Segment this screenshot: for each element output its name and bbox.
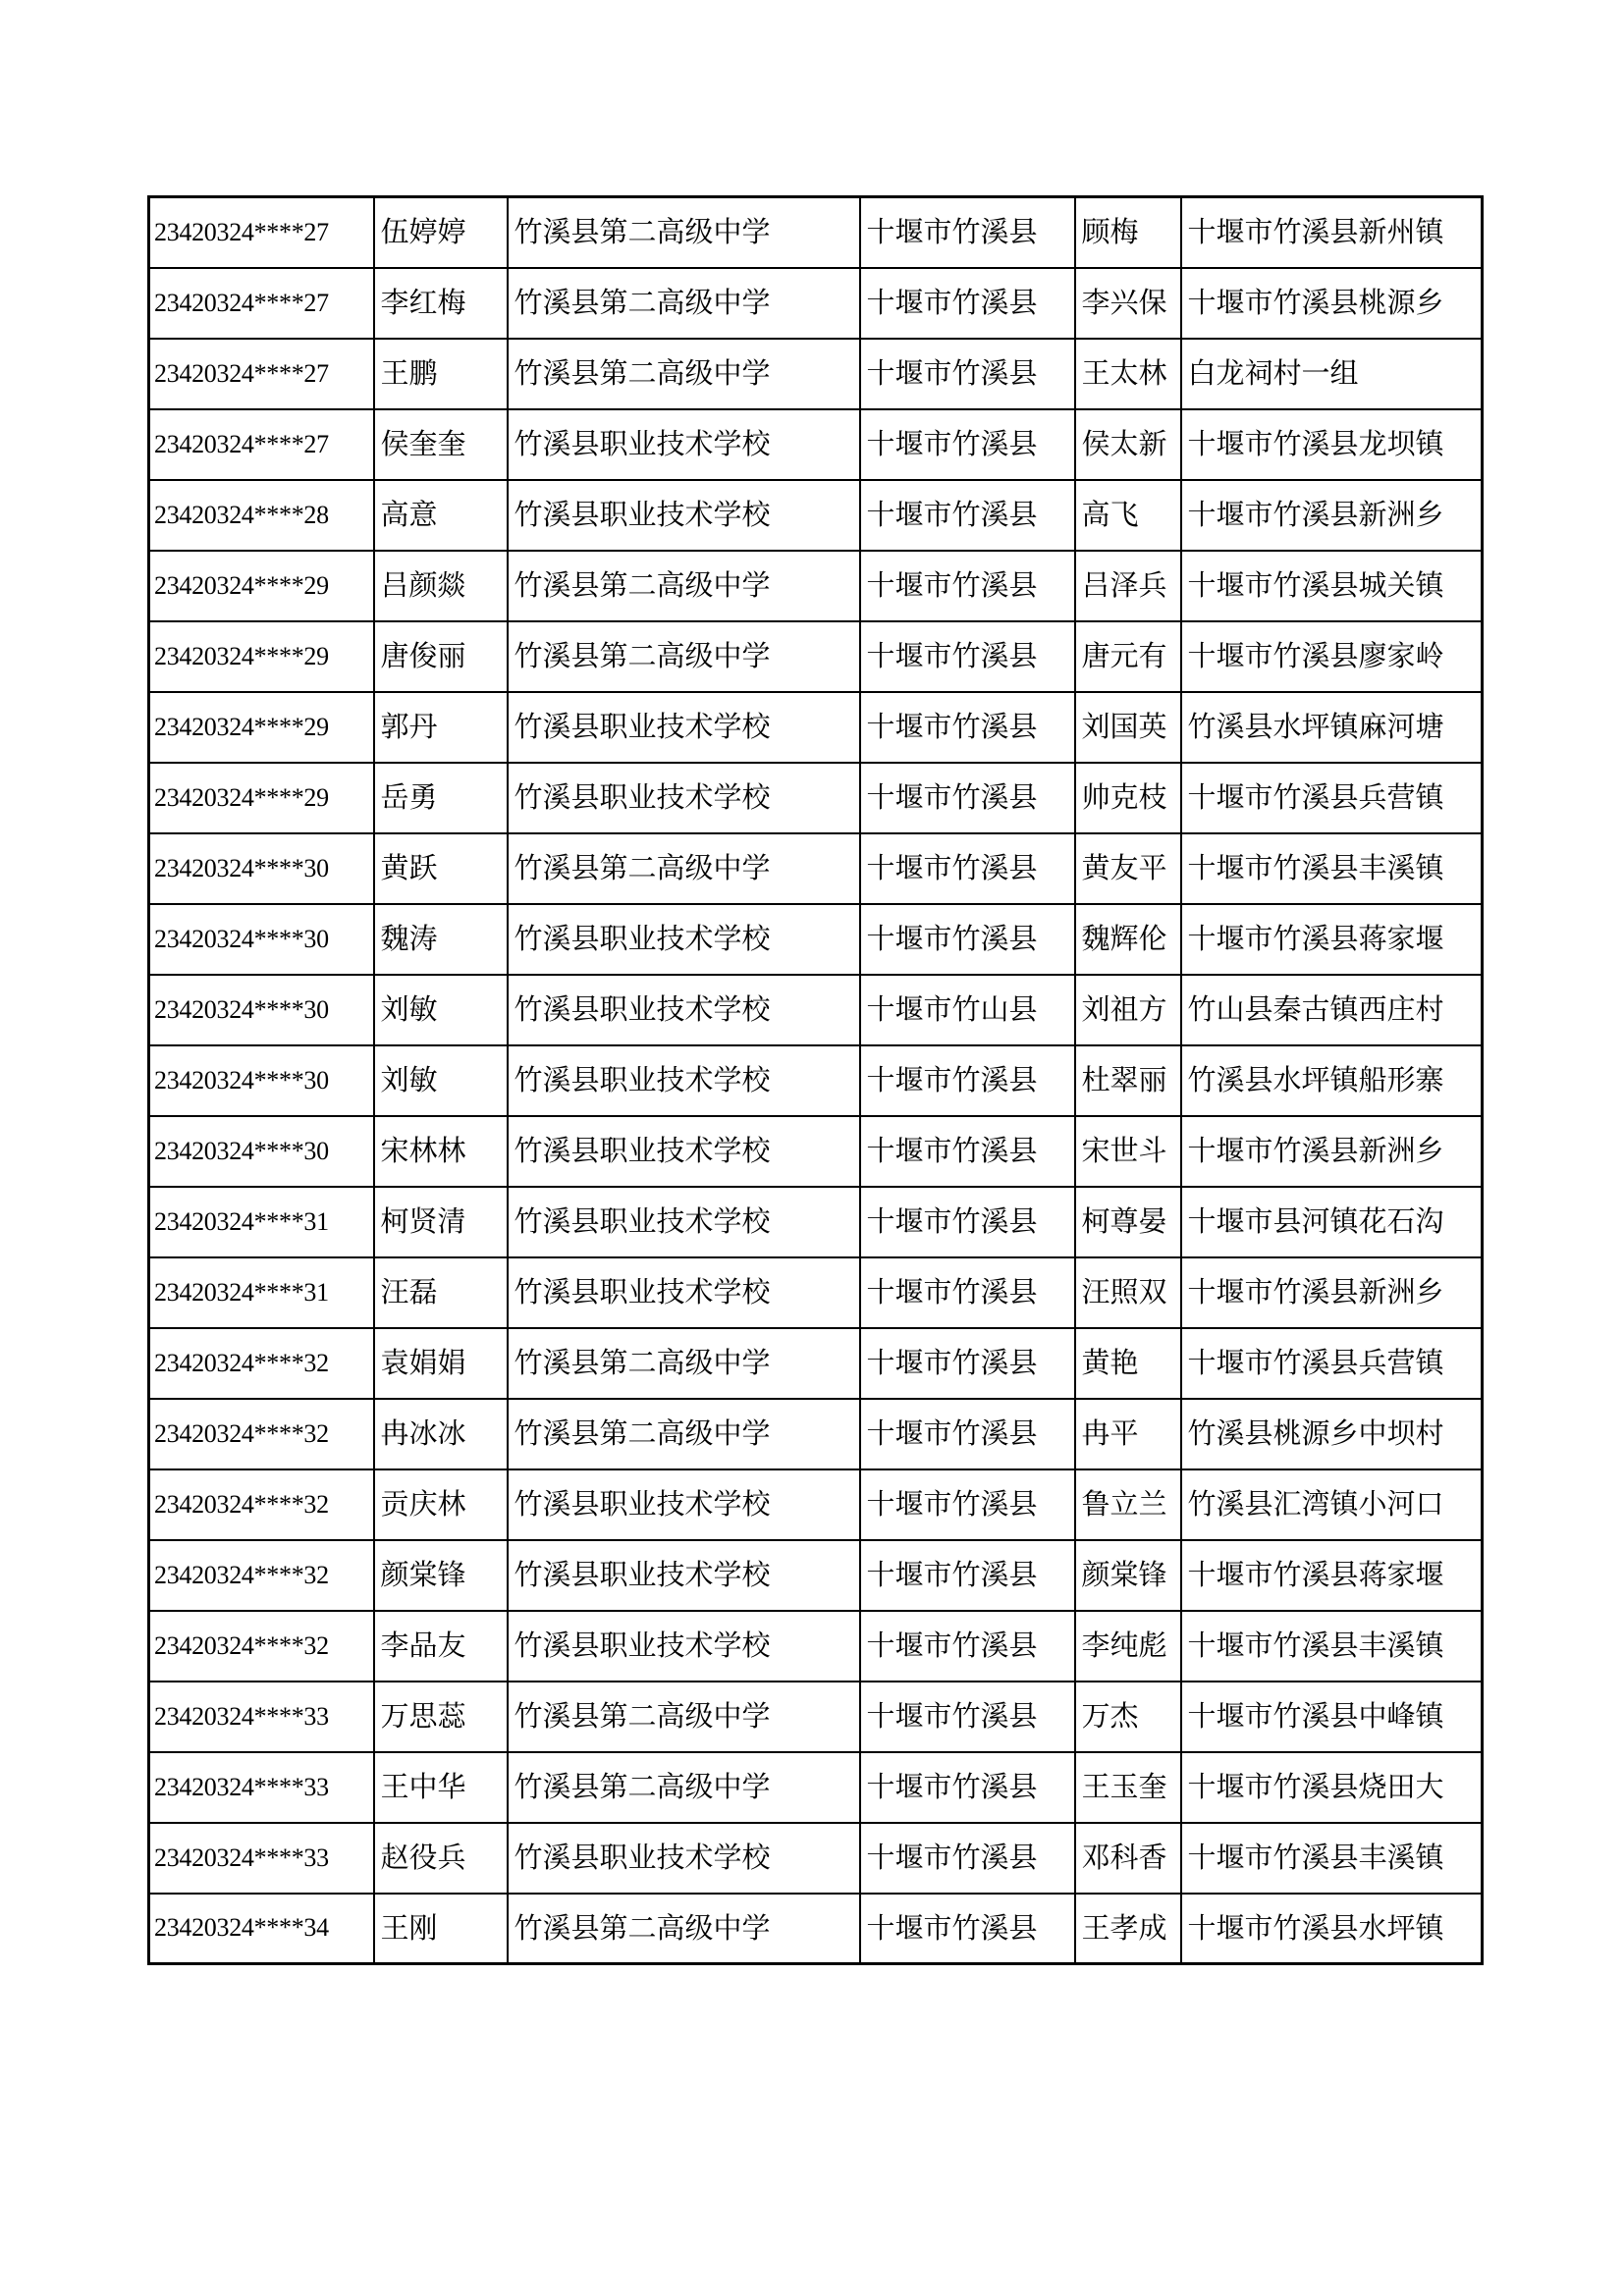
guardian-cell: 刘祖方 <box>1075 975 1181 1045</box>
guardian-cell: 王太林 <box>1075 339 1181 409</box>
address-cell: 十堰市竹溪县新洲乡 <box>1181 480 1483 551</box>
region-cell: 十堰市竹溪县 <box>860 1187 1075 1257</box>
guardian-cell: 杜翠丽 <box>1075 1045 1181 1116</box>
address-cell: 十堰市竹溪县新洲乡 <box>1181 1257 1483 1328</box>
address-cell: 十堰市竹溪县桃源乡 <box>1181 268 1483 339</box>
student-name-cell: 袁娟娟 <box>374 1328 508 1399</box>
address-cell: 十堰市竹溪县水坪镇 <box>1181 1894 1483 1964</box>
address-cell: 竹溪县水坪镇船形寨 <box>1181 1045 1483 1116</box>
address-cell: 竹溪县桃源乡中坝村 <box>1181 1399 1483 1469</box>
address-cell: 十堰市县河镇花石沟 <box>1181 1187 1483 1257</box>
student-name-cell: 魏涛 <box>374 904 508 975</box>
student-name-cell: 岳勇 <box>374 763 508 833</box>
school-cell: 竹溪县职业技术学校 <box>508 480 860 551</box>
school-cell: 竹溪县职业技术学校 <box>508 1116 860 1187</box>
guardian-cell: 黄艳 <box>1075 1328 1181 1399</box>
table-row <box>149 339 1483 409</box>
student-id-cell: 23420324****32 <box>149 1611 374 1682</box>
student-name-cell: 刘敏 <box>374 975 508 1045</box>
guardian-cell: 邓科香 <box>1075 1823 1181 1894</box>
school-cell: 竹溪县第二高级中学 <box>508 551 860 621</box>
school-cell: 竹溪县职业技术学校 <box>508 1540 860 1611</box>
region-cell: 十堰市竹溪县 <box>860 1399 1075 1469</box>
region-cell: 十堰市竹溪县 <box>860 551 1075 621</box>
guardian-cell: 帅克枝 <box>1075 763 1181 833</box>
student-id-cell: 23420324****27 <box>149 409 374 480</box>
table-row <box>149 409 1483 480</box>
address-cell: 十堰市竹溪县廖家岭 <box>1181 621 1483 692</box>
school-cell: 竹溪县第二高级中学 <box>508 1328 860 1399</box>
school-cell: 竹溪县第二高级中学 <box>508 1682 860 1752</box>
guardian-cell: 刘国英 <box>1075 692 1181 763</box>
student-id-cell: 23420324****33 <box>149 1823 374 1894</box>
address-cell: 十堰市竹溪县丰溪镇 <box>1181 1823 1483 1894</box>
school-cell: 竹溪县第二高级中学 <box>508 1752 860 1823</box>
roster-body <box>149 197 1483 1964</box>
table-row <box>149 1328 1483 1399</box>
school-cell: 竹溪县第二高级中学 <box>508 621 860 692</box>
region-cell: 十堰市竹溪县 <box>860 621 1075 692</box>
table-row <box>149 621 1483 692</box>
student-id-cell: 23420324****32 <box>149 1328 374 1399</box>
region-cell: 十堰市竹溪县 <box>860 904 1075 975</box>
school-cell: 竹溪县第二高级中学 <box>508 1399 860 1469</box>
guardian-cell: 柯尊晏 <box>1075 1187 1181 1257</box>
school-cell: 竹溪县职业技术学校 <box>508 1469 860 1540</box>
region-cell: 十堰市竹溪县 <box>860 1823 1075 1894</box>
student-name-cell: 柯贤清 <box>374 1187 508 1257</box>
student-name-cell: 李红梅 <box>374 268 508 339</box>
school-cell: 竹溪县职业技术学校 <box>508 763 860 833</box>
student-id-cell: 23420324****27 <box>149 339 374 409</box>
school-cell: 竹溪县职业技术学校 <box>508 1823 860 1894</box>
address-cell: 十堰市竹溪县城关镇 <box>1181 551 1483 621</box>
address-cell: 十堰市竹溪县新洲乡 <box>1181 1116 1483 1187</box>
student-id-cell: 23420324****29 <box>149 551 374 621</box>
region-cell: 十堰市竹溪县 <box>860 1257 1075 1328</box>
student-name-cell: 高意 <box>374 480 508 551</box>
guardian-cell: 黄友平 <box>1075 833 1181 904</box>
table-row <box>149 904 1483 975</box>
student-name-cell: 李品友 <box>374 1611 508 1682</box>
table-row <box>149 763 1483 833</box>
table-row <box>149 268 1483 339</box>
address-cell: 竹溪县水坪镇麻河塘 <box>1181 692 1483 763</box>
guardian-cell: 王孝成 <box>1075 1894 1181 1964</box>
table-row <box>149 1682 1483 1752</box>
student-id-cell: 23420324****27 <box>149 197 374 268</box>
table-row <box>149 1823 1483 1894</box>
student-id-cell: 23420324****27 <box>149 268 374 339</box>
guardian-cell: 高飞 <box>1075 480 1181 551</box>
student-name-cell: 黄跃 <box>374 833 508 904</box>
region-cell: 十堰市竹溪县 <box>860 1116 1075 1187</box>
address-cell: 竹溪县汇湾镇小河口 <box>1181 1469 1483 1540</box>
guardian-cell: 鲁立兰 <box>1075 1469 1181 1540</box>
address-cell: 十堰市竹溪县蒋家堰 <box>1181 904 1483 975</box>
school-cell: 竹溪县第二高级中学 <box>508 268 860 339</box>
student-id-cell: 23420324****30 <box>149 975 374 1045</box>
table-row <box>149 1116 1483 1187</box>
student-id-cell: 23420324****30 <box>149 833 374 904</box>
table-row <box>149 1540 1483 1611</box>
address-cell: 白龙祠村一组 <box>1181 339 1483 409</box>
region-cell: 十堰市竹溪县 <box>860 833 1075 904</box>
student-id-cell: 23420324****33 <box>149 1752 374 1823</box>
region-cell: 十堰市竹溪县 <box>860 692 1075 763</box>
guardian-cell: 吕泽兵 <box>1075 551 1181 621</box>
student-roster-table <box>147 195 1484 1965</box>
school-cell: 竹溪县职业技术学校 <box>508 975 860 1045</box>
table-row <box>149 1045 1483 1116</box>
table-row <box>149 1469 1483 1540</box>
school-cell: 竹溪县职业技术学校 <box>508 904 860 975</box>
guardian-cell: 唐元有 <box>1075 621 1181 692</box>
school-cell: 竹溪县职业技术学校 <box>508 1187 860 1257</box>
address-cell: 十堰市竹溪县中峰镇 <box>1181 1682 1483 1752</box>
guardian-cell: 颜棠锋 <box>1075 1540 1181 1611</box>
table-row <box>149 1399 1483 1469</box>
student-id-cell: 23420324****32 <box>149 1399 374 1469</box>
student-id-cell: 23420324****29 <box>149 621 374 692</box>
student-name-cell: 万思蕊 <box>374 1682 508 1752</box>
student-name-cell: 王鹏 <box>374 339 508 409</box>
table-row <box>149 1611 1483 1682</box>
address-cell: 十堰市竹溪县新州镇 <box>1181 197 1483 268</box>
region-cell: 十堰市竹溪县 <box>860 1894 1075 1964</box>
table-row <box>149 197 1483 268</box>
student-id-cell: 23420324****31 <box>149 1257 374 1328</box>
student-name-cell: 刘敏 <box>374 1045 508 1116</box>
school-cell: 竹溪县职业技术学校 <box>508 1257 860 1328</box>
guardian-cell: 李兴保 <box>1075 268 1181 339</box>
table-row <box>149 833 1483 904</box>
student-name-cell: 冉冰冰 <box>374 1399 508 1469</box>
region-cell: 十堰市竹溪县 <box>860 1540 1075 1611</box>
student-id-cell: 23420324****33 <box>149 1682 374 1752</box>
address-cell: 十堰市竹溪县兵营镇 <box>1181 1328 1483 1399</box>
student-id-cell: 23420324****34 <box>149 1894 374 1964</box>
student-id-cell: 23420324****32 <box>149 1540 374 1611</box>
student-name-cell: 王中华 <box>374 1752 508 1823</box>
student-name-cell: 唐俊丽 <box>374 621 508 692</box>
region-cell: 十堰市竹溪县 <box>860 480 1075 551</box>
guardian-cell: 冉平 <box>1075 1399 1181 1469</box>
student-id-cell: 23420324****31 <box>149 1187 374 1257</box>
school-cell: 竹溪县职业技术学校 <box>508 409 860 480</box>
region-cell: 十堰市竹山县 <box>860 975 1075 1045</box>
student-id-cell: 23420324****30 <box>149 1045 374 1116</box>
school-cell: 竹溪县职业技术学校 <box>508 692 860 763</box>
table-row <box>149 692 1483 763</box>
address-cell: 十堰市竹溪县兵营镇 <box>1181 763 1483 833</box>
guardian-cell: 魏辉伦 <box>1075 904 1181 975</box>
student-name-cell: 贡庆林 <box>374 1469 508 1540</box>
region-cell: 十堰市竹溪县 <box>860 1328 1075 1399</box>
table-row <box>149 975 1483 1045</box>
table-row <box>149 1894 1483 1964</box>
table-row <box>149 551 1483 621</box>
region-cell: 十堰市竹溪县 <box>860 339 1075 409</box>
student-id-cell: 23420324****30 <box>149 904 374 975</box>
region-cell: 十堰市竹溪县 <box>860 1682 1075 1752</box>
student-name-cell: 王刚 <box>374 1894 508 1964</box>
region-cell: 十堰市竹溪县 <box>860 409 1075 480</box>
table-row <box>149 480 1483 551</box>
school-cell: 竹溪县第二高级中学 <box>508 833 860 904</box>
school-cell: 竹溪县第二高级中学 <box>508 197 860 268</box>
student-name-cell: 吕颜燚 <box>374 551 508 621</box>
student-name-cell: 侯奎奎 <box>374 409 508 480</box>
student-name-cell: 颜棠锋 <box>374 1540 508 1611</box>
guardian-cell: 宋世斗 <box>1075 1116 1181 1187</box>
table-row <box>149 1257 1483 1328</box>
student-name-cell: 赵役兵 <box>374 1823 508 1894</box>
region-cell: 十堰市竹溪县 <box>860 763 1075 833</box>
guardian-cell: 汪照双 <box>1075 1257 1181 1328</box>
student-name-cell: 伍婷婷 <box>374 197 508 268</box>
student-id-cell: 23420324****29 <box>149 692 374 763</box>
student-id-cell: 23420324****30 <box>149 1116 374 1187</box>
address-cell: 十堰市竹溪县蒋家堰 <box>1181 1540 1483 1611</box>
school-cell: 竹溪县职业技术学校 <box>508 1611 860 1682</box>
student-name-cell: 汪磊 <box>374 1257 508 1328</box>
region-cell: 十堰市竹溪县 <box>860 1045 1075 1116</box>
region-cell: 十堰市竹溪县 <box>860 268 1075 339</box>
table-row <box>149 1752 1483 1823</box>
table-row <box>149 1187 1483 1257</box>
region-cell: 十堰市竹溪县 <box>860 1752 1075 1823</box>
address-cell: 十堰市竹溪县龙坝镇 <box>1181 409 1483 480</box>
guardian-cell: 李纯彪 <box>1075 1611 1181 1682</box>
guardian-cell: 侯太新 <box>1075 409 1181 480</box>
student-id-cell: 23420324****28 <box>149 480 374 551</box>
address-cell: 十堰市竹溪县丰溪镇 <box>1181 1611 1483 1682</box>
guardian-cell: 顾梅 <box>1075 197 1181 268</box>
region-cell: 十堰市竹溪县 <box>860 1469 1075 1540</box>
guardian-cell: 万杰 <box>1075 1682 1181 1752</box>
student-id-cell: 23420324****32 <box>149 1469 374 1540</box>
address-cell: 十堰市竹溪县丰溪镇 <box>1181 833 1483 904</box>
student-name-cell: 宋林林 <box>374 1116 508 1187</box>
school-cell: 竹溪县职业技术学校 <box>508 1045 860 1116</box>
address-cell: 十堰市竹溪县烧田大 <box>1181 1752 1483 1823</box>
address-cell: 竹山县秦古镇西庄村 <box>1181 975 1483 1045</box>
school-cell: 竹溪县第二高级中学 <box>508 1894 860 1964</box>
region-cell: 十堰市竹溪县 <box>860 197 1075 268</box>
student-id-cell: 23420324****29 <box>149 763 374 833</box>
student-name-cell: 郭丹 <box>374 692 508 763</box>
region-cell: 十堰市竹溪县 <box>860 1611 1075 1682</box>
school-cell: 竹溪县第二高级中学 <box>508 339 860 409</box>
guardian-cell: 王玉奎 <box>1075 1752 1181 1823</box>
